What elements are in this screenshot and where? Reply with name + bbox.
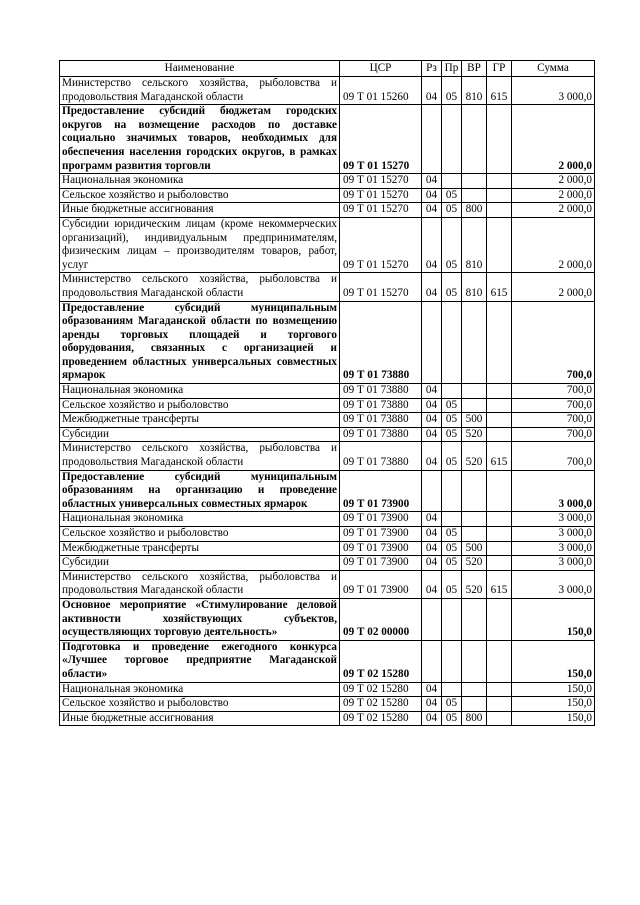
cell-name: Предоставление субсидий муниципальным образованиям Магаданской области по возмещению аренды торговых площадей и торгового оборудования, связанных с организацией и проведением областных универсальных совместных ярмарок: [60, 301, 340, 384]
cell-pr: 05: [442, 442, 462, 470]
cell-vr: [462, 598, 487, 640]
cell-vr: [462, 384, 487, 399]
table-row: [60, 273, 595, 301]
cell-name: Предоставление субсидий муниципальным образованиям на организацию и проведение областных универсальных совместных ярмарок: [60, 470, 340, 512]
cell-sum: 150,0: [512, 640, 595, 682]
cell-vr: 800: [462, 711, 487, 726]
cell-sum: 150,0: [512, 682, 595, 697]
table-row: [60, 527, 595, 542]
cell-pr: 05: [442, 203, 462, 218]
table-header-row: [60, 61, 595, 77]
cell-gr: 615: [487, 77, 512, 105]
cell-name: Предоставление субсидий бюджетам городских округов на возмещение расходов по доставке социально значимых товаров, необходимых для обеспечения населения городских округов, в рамках программ развития торговли: [60, 105, 340, 174]
table-row: [60, 442, 595, 470]
table-row: [60, 301, 595, 384]
cell-sum: 2 000,0: [512, 217, 595, 272]
cell-csr: 09 Т 02 15280: [340, 682, 422, 697]
cell-sum: 700,0: [512, 301, 595, 384]
cell-name: Подготовка и проведение ежегодного конкурса «Лучшее торговое предприятие Магаданской области»: [60, 640, 340, 682]
cell-sum: 150,0: [512, 711, 595, 726]
cell-gr: [487, 427, 512, 442]
cell-rz: 04: [422, 188, 442, 203]
cell-csr: 09 Т 01 73880: [340, 301, 422, 384]
cell-csr: 09 Т 01 15270: [340, 105, 422, 174]
table-row: [60, 384, 595, 399]
cell-csr: 09 Т 01 15270: [340, 273, 422, 301]
cell-pr: [442, 174, 462, 189]
table-row: [60, 188, 595, 203]
cell-vr: 520: [462, 427, 487, 442]
cell-name: Сельское хозяйство и рыболовство: [60, 188, 340, 203]
cell-pr: 05: [442, 427, 462, 442]
cell-pr: 05: [442, 711, 462, 726]
cell-gr: [487, 188, 512, 203]
cell-vr: [462, 174, 487, 189]
cell-vr: [462, 105, 487, 174]
cell-gr: 615: [487, 442, 512, 470]
cell-pr: 05: [442, 188, 462, 203]
cell-csr: 09 Т 01 73900: [340, 541, 422, 556]
cell-vr: [462, 470, 487, 512]
table-row: [60, 77, 595, 105]
header-pr: Пр: [442, 61, 462, 77]
cell-csr: 09 Т 02 15280: [340, 711, 422, 726]
cell-rz: 04: [422, 217, 442, 272]
cell-vr: [462, 398, 487, 413]
table-row: [60, 174, 595, 189]
cell-sum: 3 000,0: [512, 556, 595, 571]
cell-name: Национальная экономика: [60, 682, 340, 697]
cell-pr: [442, 301, 462, 384]
cell-gr: [487, 598, 512, 640]
cell-vr: 800: [462, 203, 487, 218]
cell-rz: 04: [422, 556, 442, 571]
cell-pr: [442, 384, 462, 399]
cell-rz: 04: [422, 711, 442, 726]
cell-sum: 2 000,0: [512, 273, 595, 301]
cell-name: Иные бюджетные ассигнования: [60, 711, 340, 726]
cell-gr: [487, 640, 512, 682]
cell-pr: 05: [442, 77, 462, 105]
cell-name: Межбюджетные трансферты: [60, 413, 340, 428]
cell-sum: 700,0: [512, 427, 595, 442]
cell-gr: [487, 527, 512, 542]
cell-gr: [487, 697, 512, 712]
cell-sum: 3 000,0: [512, 541, 595, 556]
table-row: [60, 598, 595, 640]
table-row: [60, 413, 595, 428]
cell-vr: 500: [462, 541, 487, 556]
cell-gr: [487, 413, 512, 428]
cell-gr: [487, 470, 512, 512]
cell-csr: 09 Т 01 15270: [340, 174, 422, 189]
cell-pr: [442, 682, 462, 697]
header-gr: ГР: [487, 61, 512, 77]
cell-gr: [487, 711, 512, 726]
cell-sum: 3 000,0: [512, 570, 595, 598]
cell-gr: [487, 384, 512, 399]
cell-pr: [442, 512, 462, 527]
cell-sum: 700,0: [512, 413, 595, 428]
cell-pr: [442, 640, 462, 682]
cell-rz: 04: [422, 174, 442, 189]
cell-sum: 2 000,0: [512, 188, 595, 203]
cell-sum: 700,0: [512, 384, 595, 399]
cell-csr: 09 Т 01 73880: [340, 398, 422, 413]
cell-pr: [442, 105, 462, 174]
table-row: [60, 570, 595, 598]
cell-vr: [462, 301, 487, 384]
cell-vr: 520: [462, 570, 487, 598]
budget-table-page: [59, 60, 594, 726]
cell-sum: 3 000,0: [512, 77, 595, 105]
cell-name: Сельское хозяйство и рыболовство: [60, 398, 340, 413]
cell-rz: 04: [422, 682, 442, 697]
cell-name: Основное мероприятие «Стимулирование деловой активности хозяйствующих субъектов, осуществляющих торговую деятельность»: [60, 598, 340, 640]
table-row: [60, 711, 595, 726]
header-csr: ЦСР: [340, 61, 422, 77]
cell-sum: 3 000,0: [512, 512, 595, 527]
cell-name: Иные бюджетные ассигнования: [60, 203, 340, 218]
cell-sum: 700,0: [512, 442, 595, 470]
header-vr: ВР: [462, 61, 487, 77]
cell-csr: 09 Т 01 73880: [340, 384, 422, 399]
cell-rz: 04: [422, 527, 442, 542]
cell-rz: [422, 470, 442, 512]
cell-vr: 810: [462, 273, 487, 301]
cell-sum: 3 000,0: [512, 527, 595, 542]
cell-gr: [487, 301, 512, 384]
cell-rz: [422, 105, 442, 174]
cell-rz: [422, 598, 442, 640]
cell-sum: 3 000,0: [512, 470, 595, 512]
cell-sum: 2 000,0: [512, 105, 595, 174]
cell-rz: [422, 640, 442, 682]
header-sum: Сумма: [512, 61, 595, 77]
cell-csr: 09 Т 01 73880: [340, 427, 422, 442]
cell-name: Министерство сельского хозяйства, рыболовства и продовольствия Магаданской области: [60, 273, 340, 301]
table-row: [60, 427, 595, 442]
cell-pr: 05: [442, 413, 462, 428]
cell-csr: 09 Т 01 73900: [340, 470, 422, 512]
cell-sum: 2 000,0: [512, 174, 595, 189]
table-row: [60, 470, 595, 512]
cell-pr: [442, 598, 462, 640]
cell-rz: 04: [422, 512, 442, 527]
cell-gr: [487, 398, 512, 413]
cell-name: Сельское хозяйство и рыболовство: [60, 527, 340, 542]
cell-rz: 04: [422, 541, 442, 556]
cell-csr: 09 Т 01 73880: [340, 413, 422, 428]
cell-sum: 2 000,0: [512, 203, 595, 218]
table-row: [60, 556, 595, 571]
cell-sum: 150,0: [512, 598, 595, 640]
cell-name: Межбюджетные трансферты: [60, 541, 340, 556]
table-row: [60, 541, 595, 556]
cell-rz: 04: [422, 570, 442, 598]
table-row: [60, 512, 595, 527]
table-row: [60, 203, 595, 218]
cell-csr: 09 Т 01 73900: [340, 527, 422, 542]
cell-rz: 04: [422, 413, 442, 428]
table-row: [60, 697, 595, 712]
cell-name: Субсидии юридическим лицам (кроме некоммерческих организаций), индивидуальным предпринимателям, физическим лицам – производителям товаров, работ, услуг: [60, 217, 340, 272]
header-name: Наименование: [60, 61, 340, 77]
cell-gr: [487, 105, 512, 174]
cell-csr: 09 Т 01 73900: [340, 512, 422, 527]
table-row: [60, 398, 595, 413]
cell-csr: 09 Т 02 15280: [340, 697, 422, 712]
cell-vr: 520: [462, 442, 487, 470]
cell-sum: 150,0: [512, 697, 595, 712]
cell-csr: 09 Т 01 73900: [340, 556, 422, 571]
cell-pr: 05: [442, 541, 462, 556]
cell-vr: [462, 697, 487, 712]
cell-pr: 05: [442, 697, 462, 712]
cell-gr: 615: [487, 273, 512, 301]
cell-pr: [442, 470, 462, 512]
cell-pr: 05: [442, 570, 462, 598]
table-body: [60, 77, 595, 726]
cell-name: Министерство сельского хозяйства, рыболовства и продовольствия Магаданской области: [60, 570, 340, 598]
cell-name: Министерство сельского хозяйства, рыболовства и продовольствия Магаданской области: [60, 442, 340, 470]
cell-pr: 05: [442, 217, 462, 272]
cell-rz: [422, 301, 442, 384]
cell-gr: [487, 512, 512, 527]
cell-csr: 09 Т 01 15270: [340, 217, 422, 272]
cell-csr: 09 Т 01 15270: [340, 188, 422, 203]
cell-gr: [487, 556, 512, 571]
cell-rz: 04: [422, 384, 442, 399]
cell-name: Сельское хозяйство и рыболовство: [60, 697, 340, 712]
cell-csr: 09 Т 02 15280: [340, 640, 422, 682]
cell-gr: [487, 541, 512, 556]
cell-csr: 09 Т 01 73900: [340, 570, 422, 598]
cell-vr: 500: [462, 413, 487, 428]
cell-vr: 810: [462, 217, 487, 272]
cell-pr: 05: [442, 527, 462, 542]
cell-rz: 04: [422, 427, 442, 442]
cell-pr: 05: [442, 398, 462, 413]
cell-vr: 810: [462, 77, 487, 105]
budget-table: [59, 60, 595, 726]
cell-rz: 04: [422, 77, 442, 105]
header-rz: Рз: [422, 61, 442, 77]
cell-rz: 04: [422, 398, 442, 413]
cell-pr: 05: [442, 273, 462, 301]
cell-vr: [462, 682, 487, 697]
cell-gr: [487, 174, 512, 189]
cell-name: Национальная экономика: [60, 512, 340, 527]
cell-name: Субсидии: [60, 427, 340, 442]
cell-vr: [462, 512, 487, 527]
cell-name: Министерство сельского хозяйства, рыболовства и продовольствия Магаданской области: [60, 77, 340, 105]
cell-csr: 09 Т 01 15270: [340, 203, 422, 218]
cell-vr: [462, 527, 487, 542]
cell-vr: [462, 188, 487, 203]
cell-csr: 09 Т 02 00000: [340, 598, 422, 640]
cell-gr: [487, 217, 512, 272]
table-row: [60, 640, 595, 682]
table-row: [60, 217, 595, 272]
cell-rz: 04: [422, 697, 442, 712]
cell-rz: 04: [422, 273, 442, 301]
cell-csr: 09 Т 01 15260: [340, 77, 422, 105]
cell-rz: 04: [422, 442, 442, 470]
cell-vr: [462, 640, 487, 682]
cell-gr: [487, 203, 512, 218]
cell-vr: 520: [462, 556, 487, 571]
cell-name: Национальная экономика: [60, 174, 340, 189]
cell-csr: 09 Т 01 73880: [340, 442, 422, 470]
table-row: [60, 682, 595, 697]
cell-gr: 615: [487, 570, 512, 598]
cell-sum: 700,0: [512, 398, 595, 413]
cell-gr: [487, 682, 512, 697]
cell-rz: 04: [422, 203, 442, 218]
cell-name: Субсидии: [60, 556, 340, 571]
cell-pr: 05: [442, 556, 462, 571]
table-row: [60, 105, 595, 174]
cell-name: Национальная экономика: [60, 384, 340, 399]
